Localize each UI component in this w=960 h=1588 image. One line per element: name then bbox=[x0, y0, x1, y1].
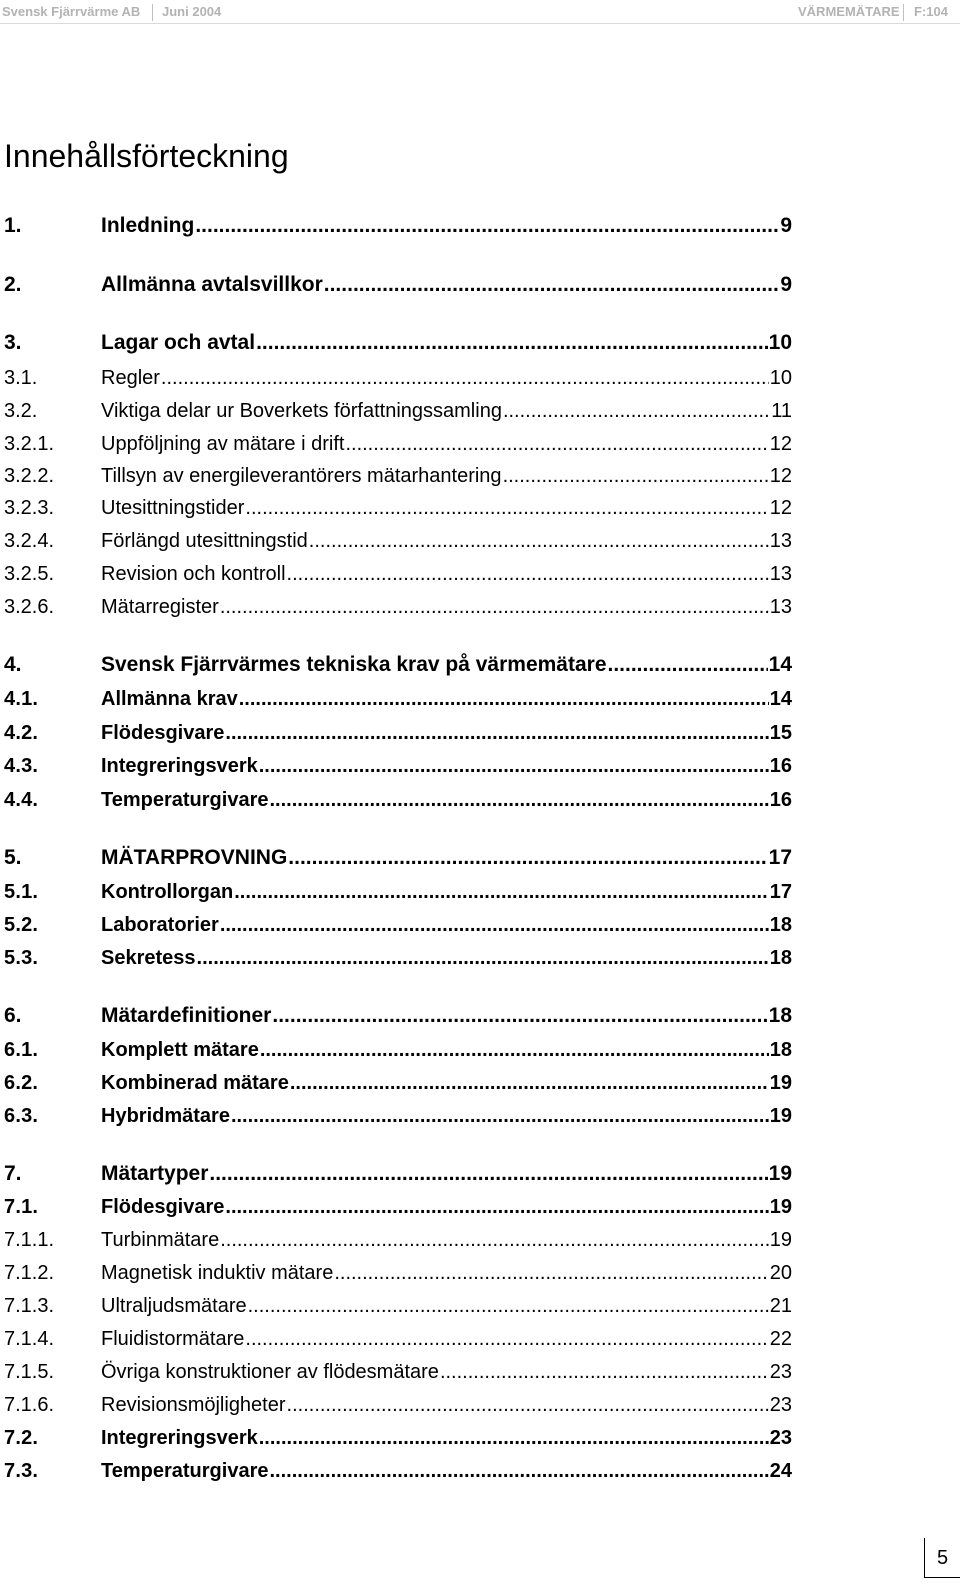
toc-entry-title: Integreringsverk bbox=[101, 1427, 258, 1449]
toc-entry-number: 2. bbox=[4, 273, 22, 296]
toc-entry-page: 9 bbox=[780, 273, 792, 296]
toc-entry-line bbox=[101, 1002, 792, 1030]
toc-entry-line bbox=[101, 786, 792, 814]
toc-entry-number: 4. bbox=[4, 653, 22, 676]
toc-entry-page: 15 bbox=[769, 722, 792, 744]
toc-entry-line bbox=[101, 462, 792, 490]
toc-entry-line bbox=[101, 878, 792, 906]
toc-entry-page: 17 bbox=[769, 881, 792, 903]
toc-entry[interactable] bbox=[0, 329, 960, 357]
toc-entry-line bbox=[101, 752, 792, 780]
toc-entry-title: Förlängd utesittningstid bbox=[101, 530, 308, 552]
toc-entry-page: 13 bbox=[769, 563, 792, 585]
toc-entry-title: Uppföljning av mätare i drift bbox=[101, 433, 345, 455]
toc-entry[interactable] bbox=[0, 430, 960, 458]
toc-entry-title: Temperaturgivare bbox=[101, 789, 269, 811]
toc-entry-line bbox=[101, 1292, 792, 1320]
toc-entry-title: MÄTARPROVNING bbox=[101, 846, 288, 869]
toc-entry-title: Kontrollorgan bbox=[101, 881, 234, 903]
toc-entry-title: Övriga konstruktioner av flödesmätare bbox=[101, 1361, 439, 1383]
toc-entry-number: 7.2. bbox=[4, 1427, 39, 1449]
header-company: Svensk Fjärrvärme AB bbox=[2, 4, 141, 19]
toc-entry[interactable] bbox=[0, 719, 960, 747]
toc-entry[interactable] bbox=[0, 786, 960, 814]
toc-entry-page: 12 bbox=[769, 465, 792, 487]
toc-entry-line bbox=[101, 430, 792, 458]
toc-dot-leader bbox=[287, 1391, 769, 1419]
toc-entry-page: 14 bbox=[768, 653, 792, 676]
toc-entry-line bbox=[101, 560, 792, 588]
header-date: Juni 2004 bbox=[162, 4, 222, 19]
page-number: 5 bbox=[937, 1547, 949, 1569]
toc-entry-title: Allmänna krav bbox=[101, 688, 238, 710]
toc-dot-leader bbox=[197, 944, 769, 972]
toc-entry-title: Hybridmätare bbox=[101, 1105, 230, 1127]
toc-entry-number: 4.3. bbox=[4, 755, 39, 777]
toc-entry[interactable] bbox=[0, 271, 960, 299]
header-rule bbox=[0, 23, 960, 24]
toc-entry-title: Flödesgivare bbox=[101, 1196, 225, 1218]
footer-divider bbox=[924, 1538, 925, 1578]
toc-entry[interactable] bbox=[0, 911, 960, 939]
toc-entry-title: Flödesgivare bbox=[101, 722, 225, 744]
toc-entry-page: 16 bbox=[769, 755, 792, 777]
toc-entry[interactable] bbox=[0, 462, 960, 490]
toc-entry[interactable] bbox=[0, 1259, 960, 1287]
toc-dot-leader bbox=[290, 1069, 769, 1097]
toc-entry-page: 22 bbox=[769, 1328, 792, 1350]
toc-entry-page: 11 bbox=[771, 400, 792, 422]
toc-entry-number: 5.2. bbox=[4, 914, 39, 936]
toc-entry-number: 7.1.3. bbox=[4, 1295, 55, 1317]
toc-dot-leader bbox=[256, 329, 768, 357]
toc-entry-page: 21 bbox=[769, 1295, 792, 1317]
toc-entry-line bbox=[101, 1457, 792, 1485]
toc-entry[interactable] bbox=[0, 944, 960, 972]
toc-dot-leader bbox=[269, 786, 768, 814]
toc-entry-number: 6.3. bbox=[4, 1105, 39, 1127]
toc-entry-line bbox=[101, 593, 792, 621]
toc-dot-leader bbox=[220, 911, 769, 939]
toc-dot-leader bbox=[260, 1036, 769, 1064]
toc-entry-title: Magnetisk induktiv mätare bbox=[101, 1262, 334, 1284]
toc-entry-number: 3.2.5. bbox=[4, 563, 55, 585]
toc-entry-line bbox=[101, 527, 792, 555]
toc-entry-page: 9 bbox=[780, 214, 792, 237]
toc-entry-page: 23 bbox=[769, 1361, 792, 1383]
toc-entry-title: Integreringsverk bbox=[101, 755, 258, 777]
toc-entry-number: 6.2. bbox=[4, 1072, 39, 1094]
toc-entry[interactable] bbox=[0, 1292, 960, 1320]
toc-entry-page: 18 bbox=[768, 1004, 792, 1027]
toc-entry-page: 24 bbox=[769, 1460, 792, 1482]
toc-dot-leader bbox=[220, 1226, 769, 1254]
toc-entry-line bbox=[101, 1102, 792, 1130]
toc-entry-page: 19 bbox=[769, 1105, 792, 1127]
toc-entry-line bbox=[101, 911, 792, 939]
toc-entry-number: 7.3. bbox=[4, 1460, 39, 1482]
toc-entry-title: Inledning bbox=[101, 214, 195, 237]
toc-entry-line bbox=[101, 1226, 792, 1254]
toc-entry-number: 5.1. bbox=[4, 881, 39, 903]
toc-entry-page: 12 bbox=[769, 433, 792, 455]
toc-entry-title: Tillsyn av energileverantörers mätarhantering bbox=[101, 465, 502, 487]
toc-entry-line bbox=[101, 494, 792, 522]
toc-entry-line bbox=[101, 1193, 792, 1221]
toc-entry[interactable] bbox=[0, 844, 960, 872]
toc-entry[interactable] bbox=[0, 397, 960, 425]
toc-entry-number: 7.1.4. bbox=[4, 1328, 55, 1350]
toc-entry-page: 12 bbox=[769, 497, 792, 519]
toc-entry-number: 6. bbox=[4, 1004, 22, 1027]
toc-entry-line bbox=[101, 685, 792, 713]
toc-dot-leader bbox=[287, 560, 769, 588]
toc-entry-page: 18 bbox=[769, 947, 792, 969]
toc-dot-leader bbox=[345, 430, 768, 458]
toc-entry-line bbox=[101, 1391, 792, 1419]
toc-entry-title: Lagar och avtal bbox=[101, 331, 256, 354]
toc-entry-title: Sekretess bbox=[101, 947, 196, 969]
toc-dot-leader bbox=[220, 593, 769, 621]
toc-entry-line bbox=[101, 719, 792, 747]
toc-entry-page: 19 bbox=[769, 1072, 792, 1094]
toc-entry-title: Turbinmätare bbox=[101, 1229, 220, 1251]
toc-entry-number: 1. bbox=[4, 214, 22, 237]
toc-entry-title: Komplett mätare bbox=[101, 1039, 259, 1061]
toc-entry-page: 19 bbox=[768, 1162, 792, 1185]
toc-entry-page: 18 bbox=[769, 1039, 792, 1061]
toc-entry-page: 19 bbox=[769, 1196, 792, 1218]
toc-entry-line bbox=[101, 329, 792, 357]
toc-entry-title: Utesittningstider bbox=[101, 497, 245, 519]
toc-entry-number: 5.3. bbox=[4, 947, 39, 969]
toc-entry[interactable] bbox=[0, 1036, 960, 1064]
toc-dot-leader bbox=[259, 1424, 769, 1452]
toc-entry[interactable] bbox=[0, 1160, 960, 1188]
header-code: F:104 bbox=[914, 4, 948, 19]
toc-dot-leader bbox=[269, 1457, 768, 1485]
toc-dot-leader bbox=[272, 1002, 767, 1030]
toc-entry[interactable] bbox=[0, 651, 960, 679]
toc-entry-page: 10 bbox=[769, 367, 792, 389]
toc-entry-title: Viktiga delar ur Boverkets författningssamling bbox=[101, 400, 502, 422]
toc-entry-line bbox=[101, 1424, 792, 1452]
toc-dot-leader bbox=[324, 271, 780, 299]
toc-entry-page: 23 bbox=[769, 1394, 792, 1416]
toc-entry-title: Temperaturgivare bbox=[101, 1460, 269, 1482]
toc-entry-line bbox=[101, 1160, 792, 1188]
toc-entry-number: 7.1. bbox=[4, 1196, 39, 1218]
toc-entry[interactable] bbox=[0, 364, 960, 392]
toc-entry-title: Mätardefinitioner bbox=[101, 1004, 272, 1027]
toc-entry-line bbox=[101, 1069, 792, 1097]
toc-entry[interactable] bbox=[0, 560, 960, 588]
toc-entry-line bbox=[101, 1325, 792, 1353]
toc-entry-number: 6.1. bbox=[4, 1039, 39, 1061]
toc-entry[interactable] bbox=[0, 527, 960, 555]
toc-dot-leader bbox=[440, 1358, 769, 1386]
toc-entry-line bbox=[101, 1259, 792, 1287]
toc-entry-page: 13 bbox=[769, 596, 792, 618]
toc-entry-number: 3.2. bbox=[4, 400, 38, 422]
toc-entry-page: 18 bbox=[769, 914, 792, 936]
toc-entry-line bbox=[101, 844, 792, 872]
toc-entry[interactable] bbox=[0, 1069, 960, 1097]
toc-entry-number: 3. bbox=[4, 331, 22, 354]
toc-dot-leader bbox=[231, 1102, 769, 1130]
toc-dot-leader bbox=[161, 364, 769, 392]
toc-entry[interactable] bbox=[0, 1226, 960, 1254]
toc-entry-title: Svensk Fjärrvärmes tekniska krav på värmemätare bbox=[101, 653, 607, 676]
toc-entry-line bbox=[101, 944, 792, 972]
toc-entry-line bbox=[101, 1036, 792, 1064]
toc-entry-number: 7.1.6. bbox=[4, 1394, 55, 1416]
header-separator bbox=[903, 4, 904, 21]
toc-entry-title: Mätartyper bbox=[101, 1162, 209, 1185]
toc-entry-title: Regler bbox=[101, 367, 160, 389]
toc-entry-page: 23 bbox=[769, 1427, 792, 1449]
header-separator bbox=[152, 4, 153, 21]
toc-entry-number: 7.1.5. bbox=[4, 1361, 55, 1383]
toc-entry-title: Allmänna avtalsvillkor bbox=[101, 273, 323, 296]
toc-entry-number: 7.1.2. bbox=[4, 1262, 55, 1284]
toc-entry-number: 7. bbox=[4, 1162, 22, 1185]
toc-entry-number: 3.2.2. bbox=[4, 465, 55, 487]
toc-dot-leader bbox=[245, 1325, 768, 1353]
page-header bbox=[0, 0, 960, 24]
toc-entry[interactable] bbox=[0, 685, 960, 713]
toc-entry[interactable] bbox=[0, 1325, 960, 1353]
toc-entry-page: 16 bbox=[769, 789, 792, 811]
toc-entry-number: 5. bbox=[4, 846, 22, 869]
toc-entry[interactable] bbox=[0, 1457, 960, 1485]
toc-dot-leader bbox=[245, 494, 768, 522]
toc-dot-leader bbox=[225, 1193, 768, 1221]
toc-entry-number: 3.1. bbox=[4, 367, 38, 389]
toc-entry-number: 4.1. bbox=[4, 688, 39, 710]
toc-dot-leader bbox=[503, 397, 770, 425]
toc-dot-leader bbox=[225, 719, 768, 747]
toc-entry[interactable] bbox=[0, 752, 960, 780]
toc-entry-page: 10 bbox=[768, 331, 792, 354]
toc-entry-line bbox=[101, 1358, 792, 1386]
toc-entry-number: 4.4. bbox=[4, 789, 39, 811]
footer-rule bbox=[924, 1577, 960, 1578]
toc-dot-leader bbox=[288, 844, 767, 872]
toc-entry-number: 3.2.4. bbox=[4, 530, 55, 552]
toc-entry-line bbox=[101, 397, 792, 425]
toc-entry-page: 17 bbox=[768, 846, 792, 869]
toc-entry-title: Mätarregister bbox=[101, 596, 219, 618]
toc-entry-page: 13 bbox=[769, 530, 792, 552]
toc-entry[interactable] bbox=[0, 878, 960, 906]
toc-entry[interactable] bbox=[0, 1193, 960, 1221]
toc-entry-line bbox=[101, 212, 792, 240]
toc-entry[interactable] bbox=[0, 1391, 960, 1419]
toc-entry-number: 3.2.1. bbox=[4, 433, 55, 455]
toc-entry[interactable] bbox=[0, 1358, 960, 1386]
toc-dot-leader bbox=[239, 685, 769, 713]
toc-entry-title: Ultraljudsmätare bbox=[101, 1295, 247, 1317]
toc-entry[interactable] bbox=[0, 1102, 960, 1130]
toc-entry-number: 7.1.1. bbox=[4, 1229, 55, 1251]
toc-entry-line bbox=[101, 364, 792, 392]
toc-entry-number: 3.2.6. bbox=[4, 596, 55, 618]
toc-dot-leader bbox=[234, 878, 769, 906]
toc-entry-title: Laboratorier bbox=[101, 914, 219, 936]
header-doc-title: VÄRMEMÄTARE bbox=[798, 4, 900, 19]
toc-entry-title: Fluidistormätare bbox=[101, 1328, 245, 1350]
toc-entry-title: Revisionsmöjligheter bbox=[101, 1394, 286, 1416]
page-title: Innehållsförteckning bbox=[4, 138, 289, 174]
toc-entry-page: 14 bbox=[769, 688, 792, 710]
toc-entry[interactable] bbox=[0, 1424, 960, 1452]
toc-entry-number: 3.2.3. bbox=[4, 497, 55, 519]
toc-dot-leader bbox=[309, 527, 769, 555]
toc-dot-leader bbox=[195, 212, 779, 240]
toc-dot-leader bbox=[248, 1292, 769, 1320]
toc-entry[interactable] bbox=[0, 593, 960, 621]
toc-dot-leader bbox=[503, 462, 769, 490]
toc-dot-leader bbox=[334, 1259, 768, 1287]
toc-entry-line bbox=[101, 651, 792, 679]
toc-entry-title: Revision och kontroll bbox=[101, 563, 286, 585]
toc-entry[interactable] bbox=[0, 494, 960, 522]
toc-entry[interactable] bbox=[0, 212, 960, 240]
toc-dot-leader bbox=[209, 1160, 767, 1188]
toc-entry-line bbox=[101, 271, 792, 299]
toc-entry-page: 20 bbox=[769, 1262, 792, 1284]
toc-dot-leader bbox=[608, 651, 768, 679]
toc-entry[interactable] bbox=[0, 1002, 960, 1030]
toc-entry-title: Kombinerad mätare bbox=[101, 1072, 289, 1094]
toc-dot-leader bbox=[259, 752, 769, 780]
toc-entry-number: 4.2. bbox=[4, 722, 39, 744]
toc-entry-page: 19 bbox=[769, 1229, 792, 1251]
